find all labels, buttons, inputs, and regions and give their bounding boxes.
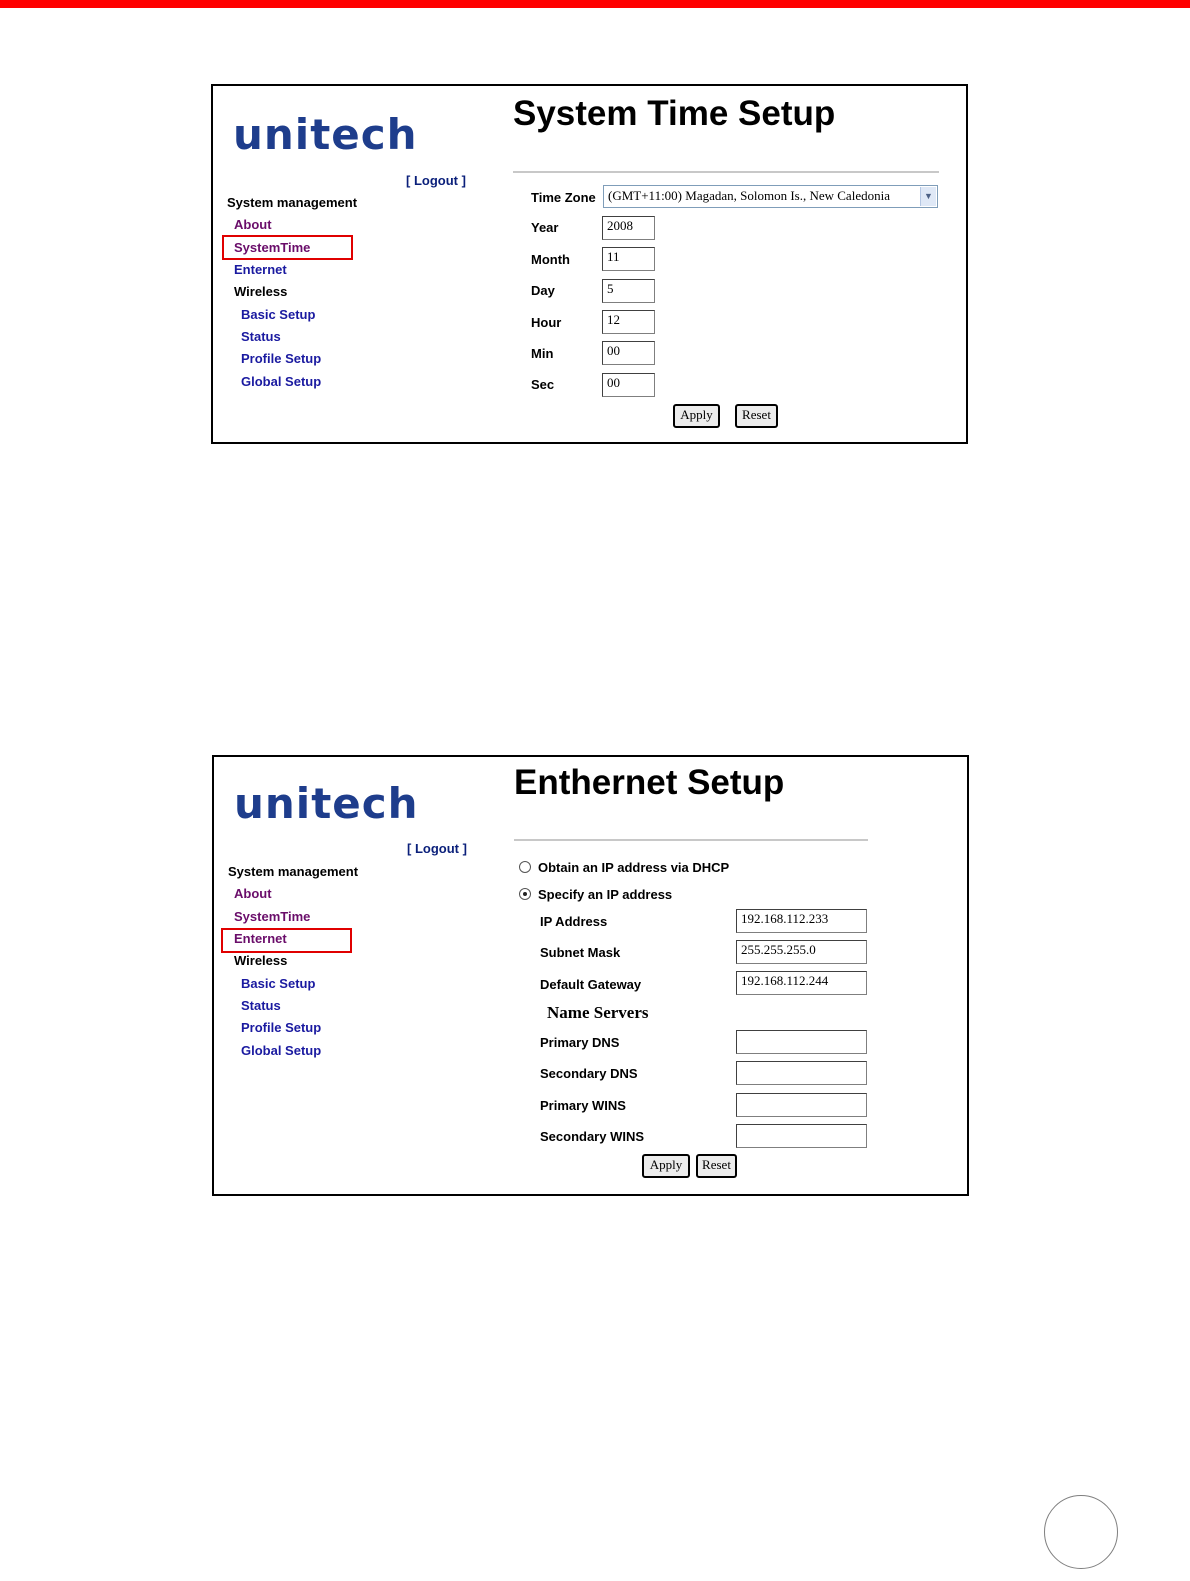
timezone-label: Time Zone [531,190,596,205]
static-option-label: Specify an IP address [538,887,673,902]
secondary-wins-label: Secondary WINS [540,1129,645,1144]
apply-button[interactable]: Apply [642,1154,690,1178]
page-number-circle [1044,1495,1118,1569]
title-divider [513,171,939,173]
page-title: System Time Setup [513,94,836,133]
ethernet-setup-screenshot [212,755,969,1196]
year-label: Year [531,220,559,235]
nav-profile-setup[interactable]: Profile Setup [241,1020,322,1035]
default-gateway-input[interactable]: 192.168.112.244 [736,971,867,995]
sec-input[interactable]: 00 [602,373,655,397]
nav-basic-setup[interactable]: Basic Setup [241,307,316,322]
min-input[interactable]: 00 [602,341,655,365]
nav-systemtime[interactable]: SystemTime [234,240,311,255]
static-ip-radio[interactable] [519,888,531,900]
nav-heading-system-management: System management [227,195,358,210]
month-label: Month [531,252,570,267]
nav-wireless: Wireless [234,953,288,968]
timezone-selected-value: (GMT+11:00) Magadan, Solomon Is., New Caledonia [608,188,890,203]
secondary-dns-input[interactable] [736,1061,867,1085]
day-input[interactable]: 5 [602,279,655,303]
nav-about[interactable]: About [234,886,272,901]
primary-dns-input[interactable] [736,1030,867,1054]
nav-status[interactable]: Status [241,329,281,344]
logout-link[interactable]: [ Logout ] [406,173,466,188]
default-gateway-label: Default Gateway [540,977,642,992]
chevron-down-icon[interactable]: ▼ [920,187,936,206]
nav-systemtime[interactable]: SystemTime [234,909,311,924]
system-time-screenshot [211,84,968,444]
dhcp-radio[interactable] [519,861,531,873]
min-label: Min [531,346,554,361]
nav-basic-setup[interactable]: Basic Setup [241,976,316,991]
page-title: Enthernet Setup [514,763,785,802]
nav-ethernet[interactable]: Enternet [234,931,287,946]
nav-global-setup[interactable]: Global Setup [241,374,322,389]
unitech-logo: unitech [233,110,418,159]
hour-input[interactable]: 12 [602,310,655,334]
nav-status[interactable]: Status [241,998,281,1013]
year-input[interactable]: 2008 [602,216,655,240]
ip-address-input[interactable]: 192.168.112.233 [736,909,867,933]
nav-ethernet[interactable]: Enternet [234,262,287,277]
nav-profile-setup[interactable]: Profile Setup [241,351,322,366]
apply-button[interactable]: Apply [673,404,720,428]
secondary-wins-input[interactable] [736,1124,867,1148]
reset-button[interactable]: Reset [735,404,778,428]
timezone-select[interactable] [603,185,938,208]
hour-label: Hour [531,315,562,330]
nav-wireless: Wireless [234,284,288,299]
sec-label: Sec [531,377,555,392]
name-servers-heading: Name Servers [547,1003,649,1022]
nav-about[interactable]: About [234,217,272,232]
primary-dns-label: Primary DNS [540,1035,620,1050]
subnet-mask-label: Subnet Mask [540,945,621,960]
primary-wins-input[interactable] [736,1093,867,1117]
top-red-bar [0,0,1190,8]
primary-wins-label: Primary WINS [540,1098,626,1113]
title-divider [514,839,868,841]
day-label: Day [531,283,555,298]
reset-button[interactable]: Reset [696,1154,737,1178]
secondary-dns-label: Secondary DNS [540,1066,638,1081]
unitech-logo: unitech [234,779,419,828]
nav-heading-system-management: System management [228,864,359,879]
ip-address-label: IP Address [540,914,608,929]
logout-link[interactable]: [ Logout ] [407,841,467,856]
dhcp-option-label: Obtain an IP address via DHCP [538,860,730,875]
nav-global-setup[interactable]: Global Setup [241,1043,322,1058]
subnet-mask-input[interactable]: 255.255.255.0 [736,940,867,964]
month-input[interactable]: 11 [602,247,655,271]
